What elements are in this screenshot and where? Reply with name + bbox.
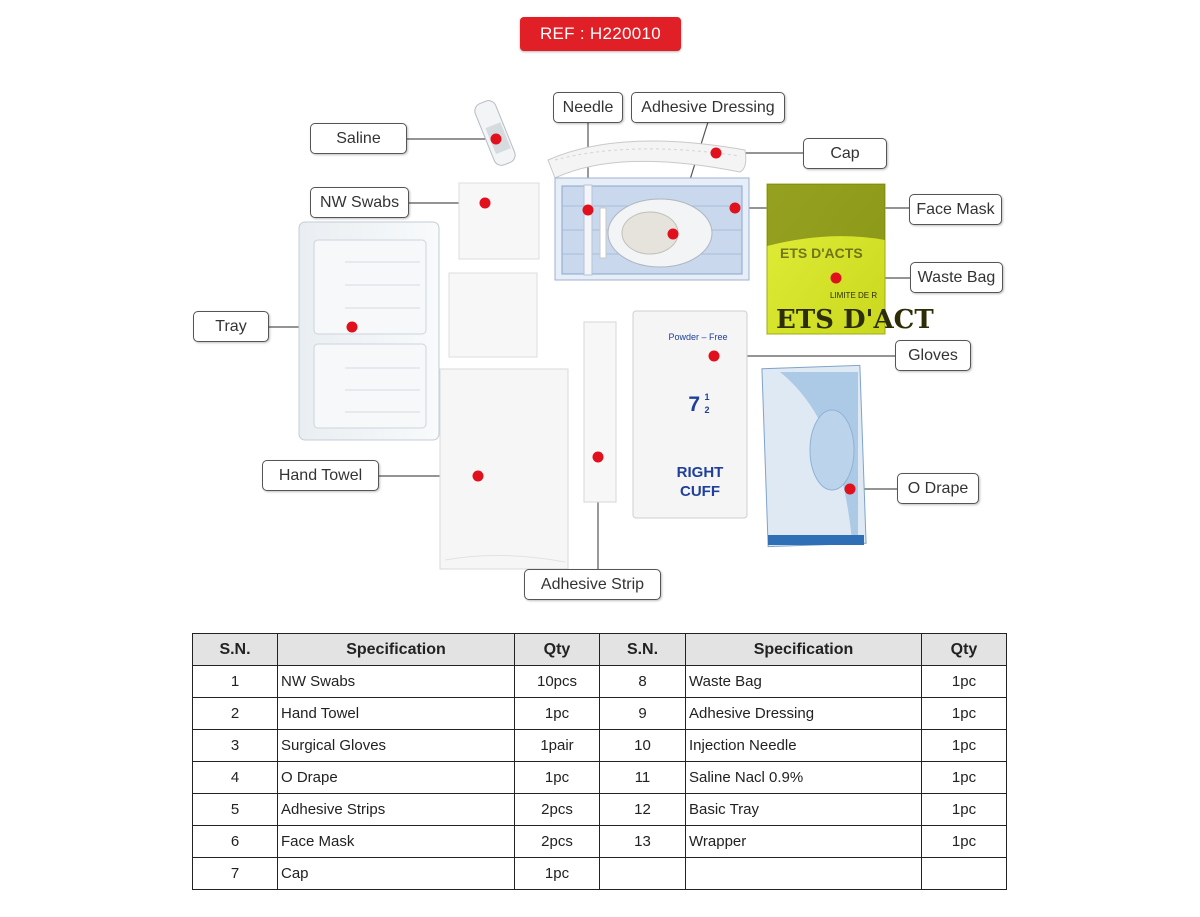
table-row [193, 858, 1007, 890]
cell-qty: 10pcs [515, 666, 600, 698]
cell-sn: 8 [600, 666, 686, 698]
cell-qty: 1pc [922, 794, 1007, 826]
cell-spec: Saline Nacl 0.9% [686, 762, 922, 794]
cell-qty: 1pc [515, 698, 600, 730]
callout-needle: Needle [553, 92, 623, 123]
marker-saline [491, 134, 502, 145]
table-row [193, 730, 1007, 762]
cell-spec: Hand Towel [278, 698, 515, 730]
cell-qty: 1pc [922, 698, 1007, 730]
marker-hand-towel [473, 471, 484, 482]
cell-spec: Surgical Gloves [278, 730, 515, 762]
cell-sn: 11 [600, 762, 686, 794]
header-qty-left: Qty [515, 634, 600, 666]
cell-qty: 1pc [922, 730, 1007, 762]
cell-spec: Waste Bag [686, 666, 922, 698]
nw-swabs [449, 183, 539, 357]
callout-saline: Saline [310, 123, 407, 154]
marker-o-drape [845, 484, 856, 495]
callout-waste-bag: Waste Bag [910, 262, 1003, 293]
cell-sn: 9 [600, 698, 686, 730]
cell-sn: 6 [193, 826, 278, 858]
marker-adhesive-dressing [668, 229, 679, 240]
cell-spec: Adhesive Strips [278, 794, 515, 826]
marker-adhesive-strip [593, 452, 604, 463]
callout-cap: Cap [803, 138, 887, 169]
callout-face-mask: Face Mask [909, 194, 1002, 225]
cell-qty [922, 858, 1007, 890]
marker-needle [583, 205, 594, 216]
specification-table [192, 633, 1007, 890]
cell-sn: 10 [600, 730, 686, 762]
callout-o-drape: O Drape [897, 473, 979, 504]
marker-gloves [709, 351, 720, 362]
saline-ampoule [472, 98, 517, 167]
header-spec-left: Specification [278, 634, 515, 666]
glove-powder-free: Powder – Free [668, 332, 728, 342]
marker-waste-bag [831, 273, 842, 284]
cell-spec [686, 858, 922, 890]
cell-sn: 5 [193, 794, 278, 826]
bag-print-big: ETS D'ACT [776, 305, 934, 335]
o-drape [762, 365, 866, 546]
hand-towel [440, 369, 568, 569]
header-spec-right: Specification [686, 634, 922, 666]
cell-qty: 1pc [922, 826, 1007, 858]
cell-qty: 1pc [922, 762, 1007, 794]
callout-tray: Tray [193, 311, 269, 342]
cap [548, 141, 746, 178]
cell-qty: 1pc [515, 762, 600, 794]
cell-sn: 2 [193, 698, 278, 730]
cell-spec: O Drape [278, 762, 515, 794]
callout-hand-towel: Hand Towel [262, 460, 379, 491]
cell-spec: Cap [278, 858, 515, 890]
adhesive-strip [584, 322, 616, 502]
callout-adhesive-strip: Adhesive Strip [524, 569, 661, 600]
glove-pack [633, 311, 747, 518]
glove-size-denominator: 2 [704, 405, 710, 415]
callout-nw-swabs: NW Swabs [310, 187, 409, 218]
callout-adhesive-dressing: Adhesive Dressing [631, 92, 785, 123]
marker-face-mask [730, 203, 741, 214]
table-row [193, 826, 1007, 858]
header-sn-left: S.N. [193, 634, 278, 666]
table-header-row [193, 634, 1007, 666]
cell-spec: Injection Needle [686, 730, 922, 762]
cell-sn: 4 [193, 762, 278, 794]
cell-sn: 12 [600, 794, 686, 826]
glove-size-numerator: 1 [704, 392, 710, 402]
bag-print-top: ETS D'ACTS [780, 245, 863, 261]
header-qty-right: Qty [922, 634, 1007, 666]
cell-qty: 1pc [922, 666, 1007, 698]
cell-sn [600, 858, 686, 890]
marker-nw-swabs [480, 198, 491, 209]
glove-right: RIGHT [676, 464, 724, 481]
cell-qty: 2pcs [515, 826, 600, 858]
cell-spec: NW Swabs [278, 666, 515, 698]
cell-sn: 7 [193, 858, 278, 890]
cell-sn: 13 [600, 826, 686, 858]
cell-spec: Face Mask [278, 826, 515, 858]
cell-spec: Basic Tray [686, 794, 922, 826]
table-row [193, 762, 1007, 794]
face-mask-pack [555, 178, 749, 280]
cell-qty: 1pc [515, 858, 600, 890]
ref-badge: REF : H220010 [520, 17, 681, 51]
glove-size: 7 [688, 393, 700, 416]
cell-sn: 1 [193, 666, 278, 698]
cell-sn: 3 [193, 730, 278, 762]
callout-gloves: Gloves [895, 340, 971, 371]
cell-qty: 2pcs [515, 794, 600, 826]
tray [299, 222, 439, 440]
cell-qty: 1pair [515, 730, 600, 762]
table-row [193, 794, 1007, 826]
bag-print-small: LIMITE DE R [830, 291, 878, 300]
header-sn-right: S.N. [600, 634, 686, 666]
table-row [193, 666, 1007, 698]
cell-spec: Adhesive Dressing [686, 698, 922, 730]
glove-cuff: CUFF [680, 483, 720, 500]
cell-spec: Wrapper [686, 826, 922, 858]
marker-cap [711, 148, 722, 159]
marker-tray [347, 322, 358, 333]
table-row [193, 698, 1007, 730]
